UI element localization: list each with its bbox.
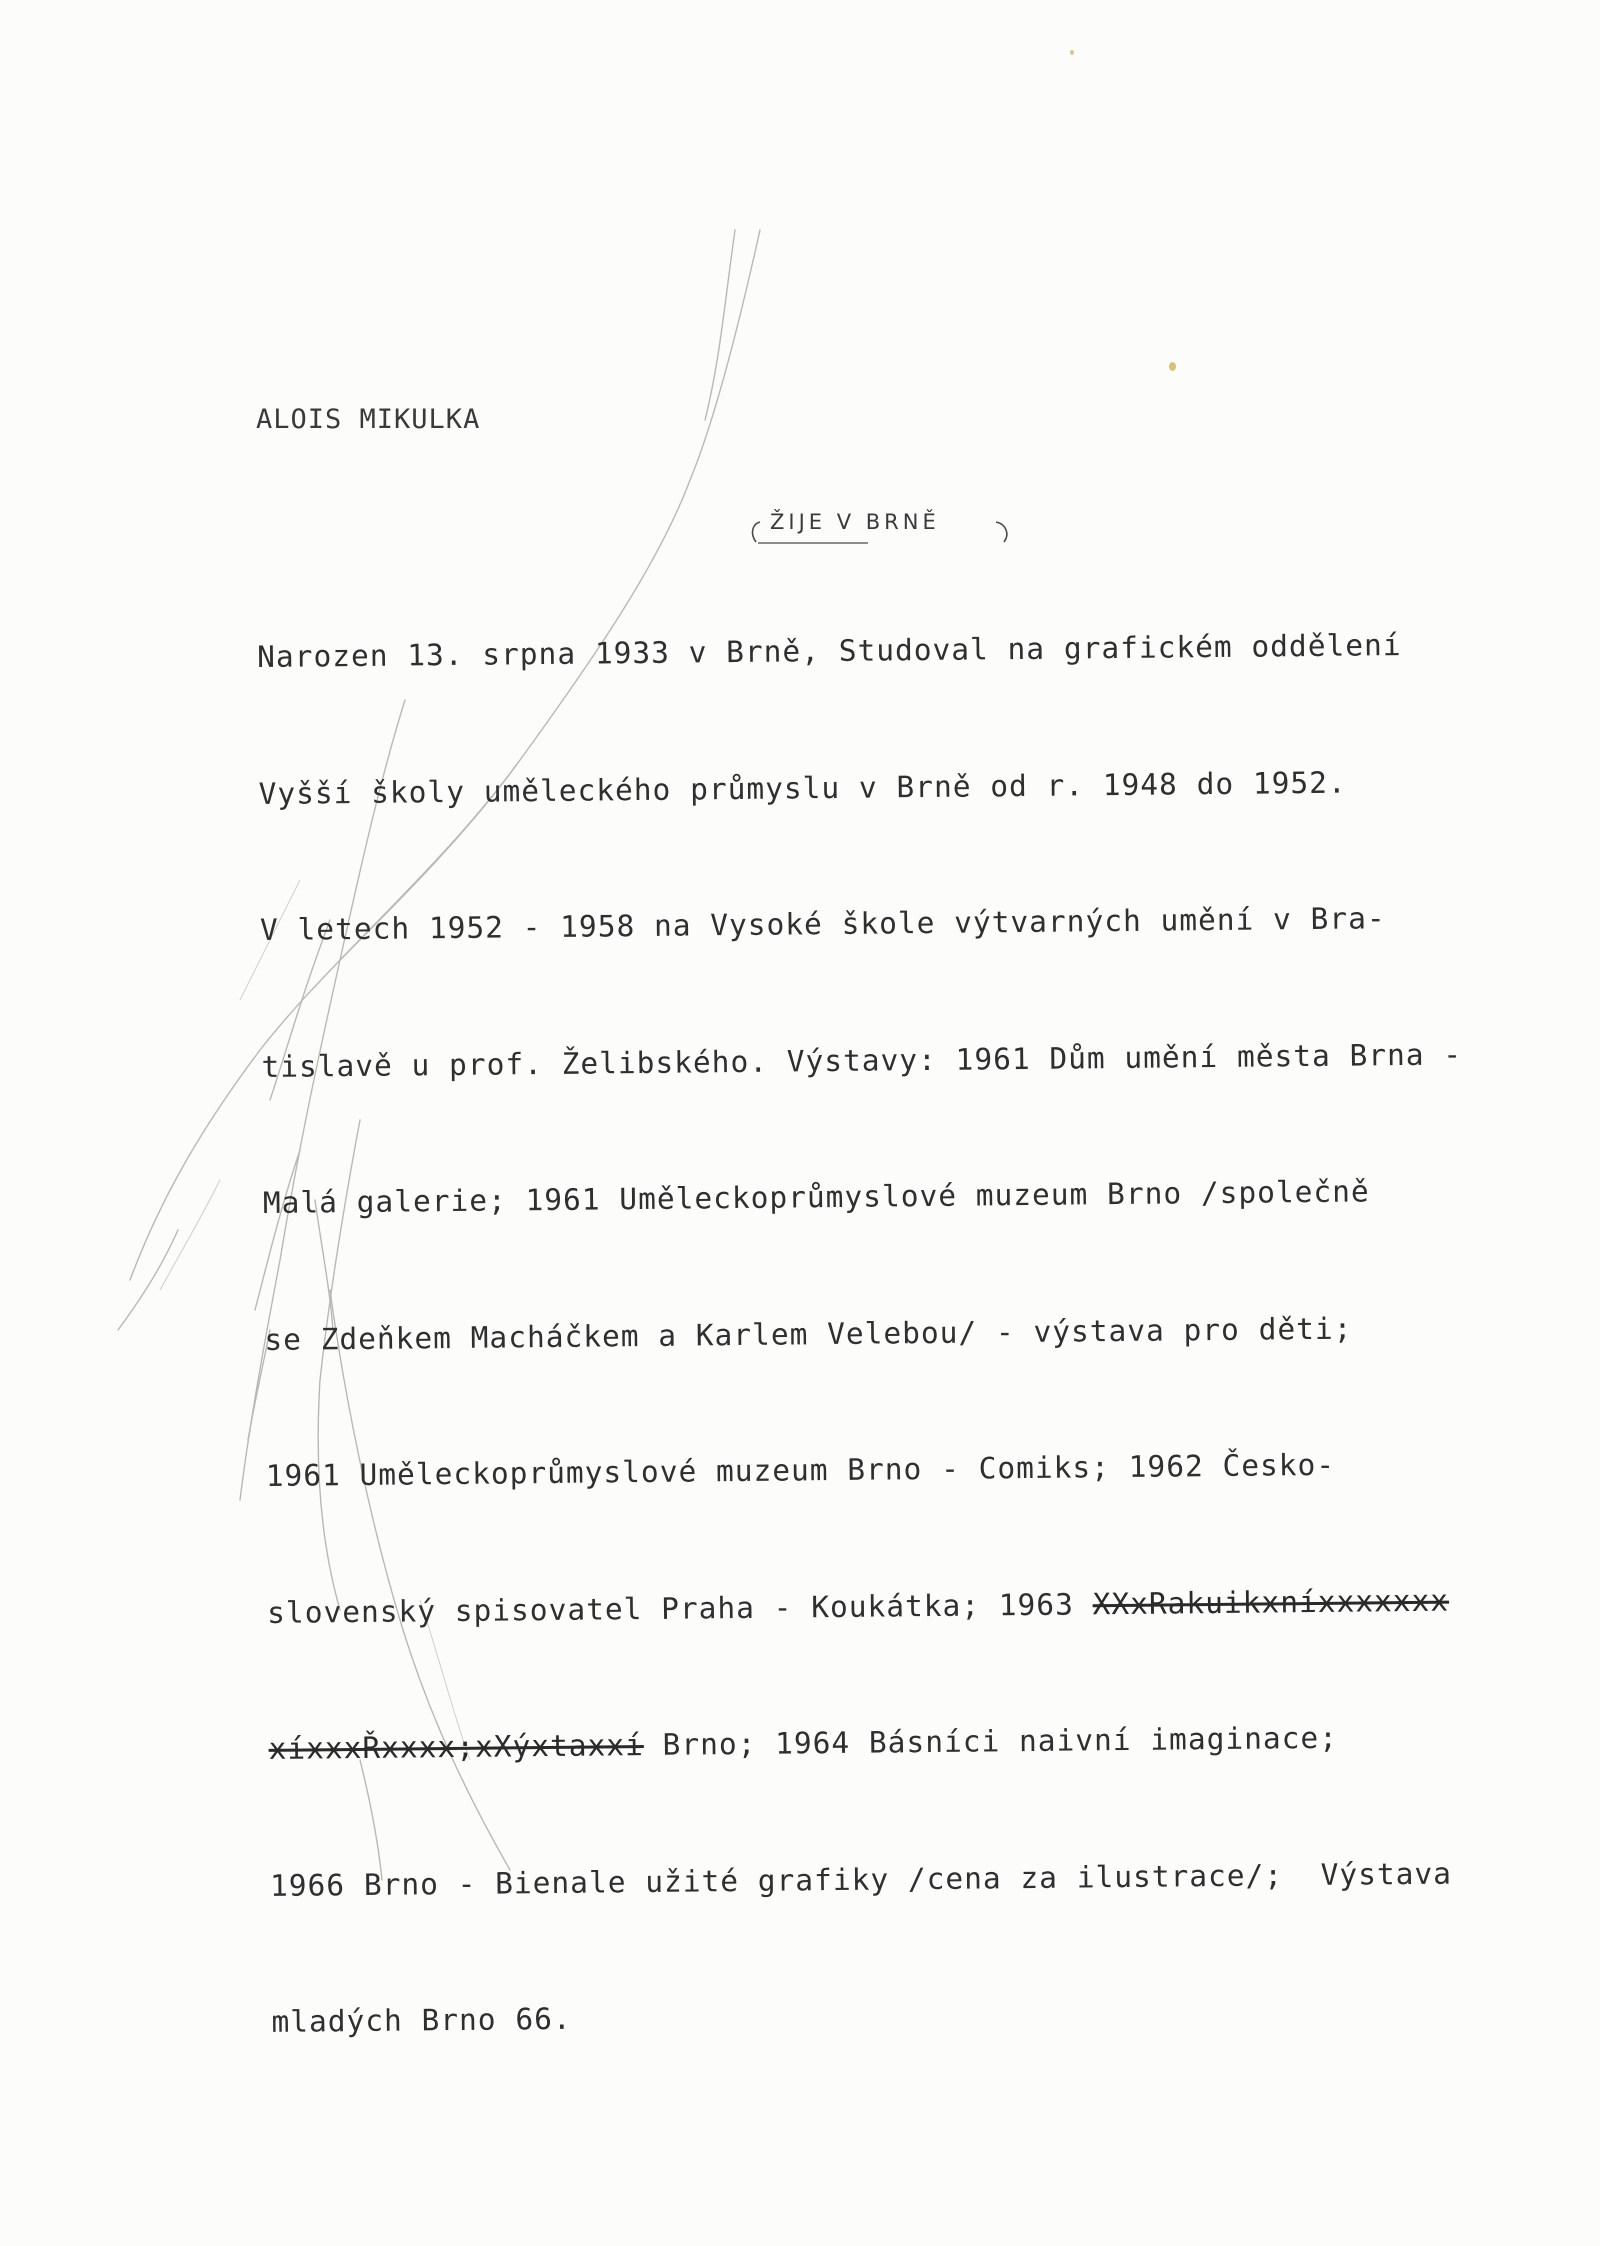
bio-line: tislavě u prof. Želibského. Výstavy: 1961 Dům umění města Brna - xyxy=(261,1036,1463,1084)
bio-line: Narozen 13. srpna 1933 v Brně, Studoval na grafickém oddělení xyxy=(257,628,1402,674)
bio-line: se Zdeňkem Macháčkem a Karlem Velebou/ - výstava pro děti; xyxy=(264,1311,1353,1357)
bio-line: V letech 1952 - 1958 na Vysoké škole výtvarných umění v Bra- xyxy=(259,901,1386,947)
paper-speck xyxy=(1169,362,1176,371)
bio-line: Malá galerie; 1961 Uměleckoprůmyslové muzeum Brno /společně xyxy=(262,1174,1370,1220)
struck-out-text: XXxRakuikxníxxxxxxx xyxy=(1092,1583,1450,1621)
bio-line: 1966 Brno - Bienale užité grafiky /cena za ilustrace/; Výstava xyxy=(269,1856,1453,1903)
bio-line-text: slovenský spisovatel Praha - Koukátka; 1963 xyxy=(267,1586,1093,1630)
bio-line: 1961 Uměleckoprůmyslové muzeum Brno - Comiks; 1962 Česko- xyxy=(265,1447,1336,1493)
bio-line-text: Brno; 1964 Básníci naivní imaginace; xyxy=(643,1720,1339,1763)
bio-line xyxy=(267,1578,1468,1636)
bio-line: Vyšší školy uměleckého průmyslu v Brně od r. 1948 do 1952. xyxy=(258,765,1347,811)
bio-line xyxy=(268,1714,1469,1772)
bio-line: mladých Brno 66. xyxy=(271,2001,572,2039)
paper-speck xyxy=(1070,50,1074,55)
biography-text xyxy=(256,531,1473,2136)
struck-out-text: xíxxxŘxxxx;xXýxtaxxí xyxy=(268,1728,644,1766)
handwritten-annotation: ŽIJE V BRNĚ xyxy=(770,510,940,534)
author-name: ALOIS MIKULKA xyxy=(256,404,481,435)
